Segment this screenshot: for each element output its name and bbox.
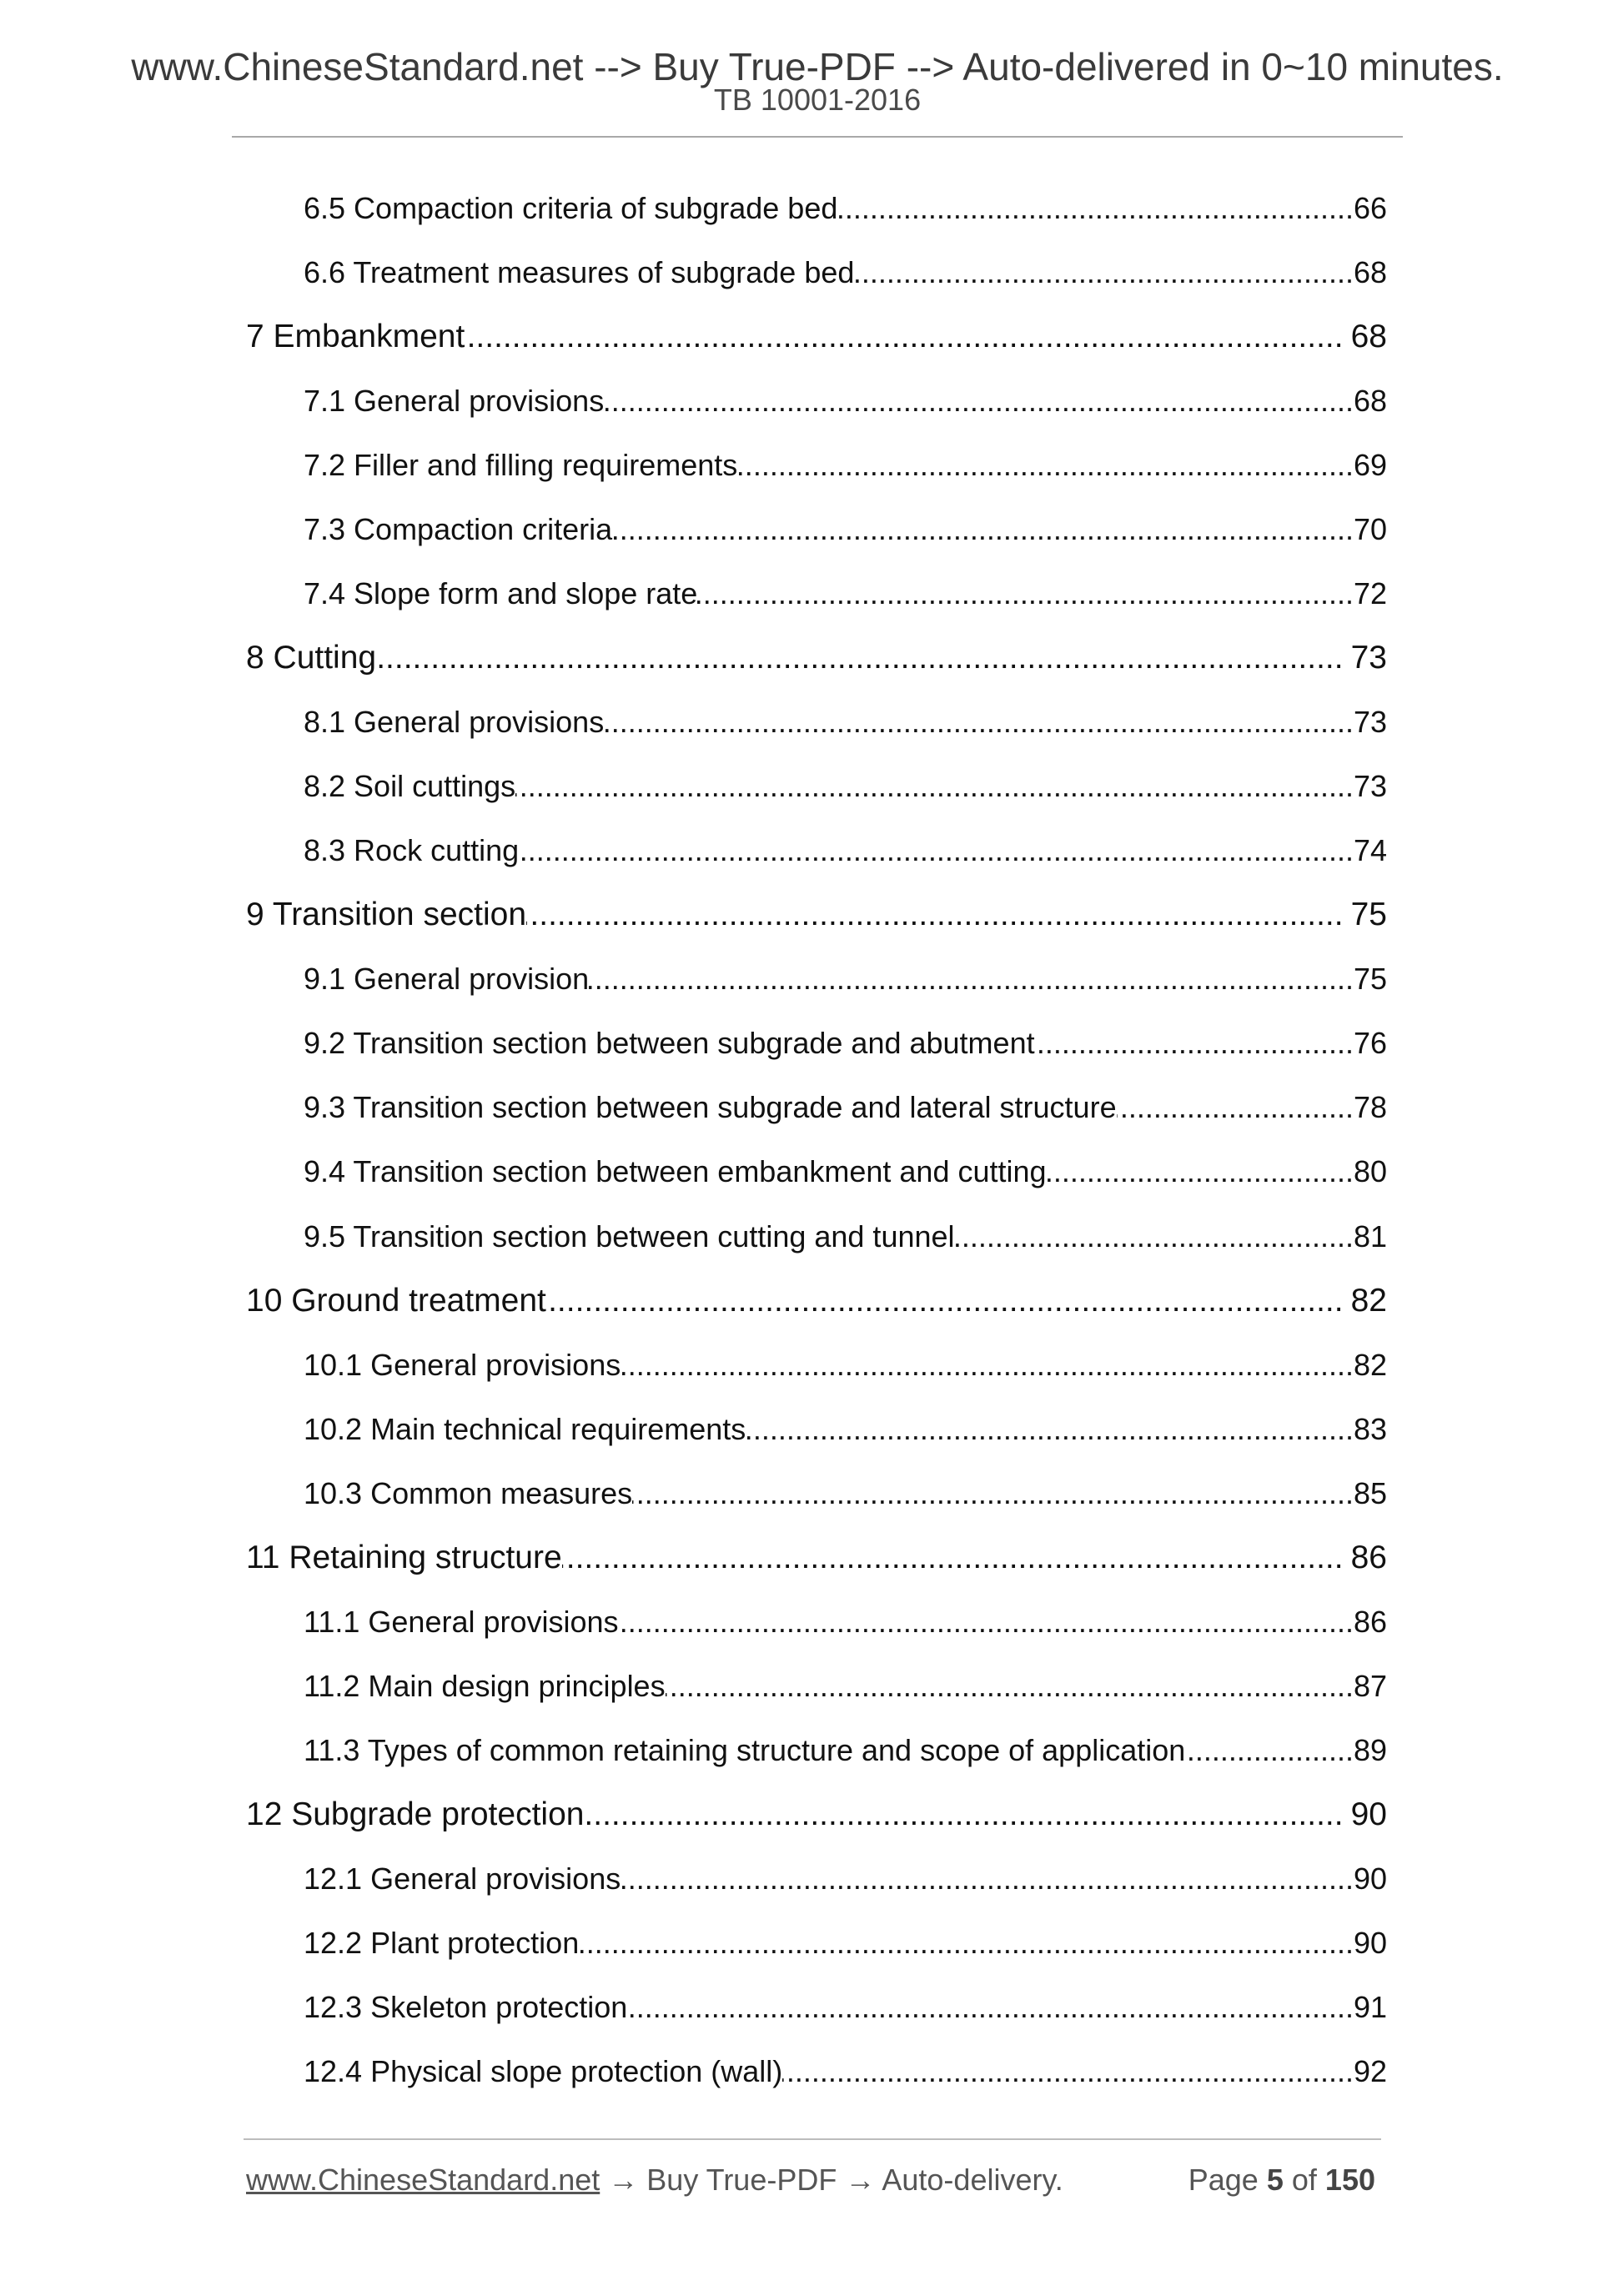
toc-entry-title: 7 Embankment	[246, 319, 465, 355]
toc-section-entry[interactable]	[304, 369, 1387, 433]
toc-entry-title: 6.5 Compaction criteria of subgrade bed	[304, 191, 838, 225]
toc-entry-page-number: 86	[1353, 1604, 1387, 1639]
toc-entry-title: 8.2 Soil cuttings	[304, 769, 516, 804]
toc-entry-title: 9.5 Transition section between cutting and tunnel	[304, 1218, 955, 1254]
toc-section-entry[interactable]	[304, 1011, 1387, 1075]
toc-entry-page-number: 66	[1353, 191, 1387, 225]
toc-chapter-entry[interactable]	[246, 1269, 1387, 1333]
toc-entry-title: 9.1 General provision	[304, 962, 590, 997]
footer-delivery-text: Auto-delivery.	[882, 2163, 1063, 2197]
toc-entry-title: 6.6 Treatment measures of subgrade bed	[304, 255, 855, 290]
toc-entry-title: 7.1 General provisions	[304, 384, 605, 419]
toc-chapter-entry[interactable]	[246, 1782, 1387, 1846]
standard-code: TB 10001-2016	[713, 83, 922, 117]
toc-entry-page-number: 82	[1350, 1282, 1387, 1319]
toc-dot-leader	[697, 561, 1354, 625]
toc-entry-page-number: 75	[1353, 962, 1387, 997]
toc-dot-leader	[746, 1397, 1354, 1461]
toc-section-entry[interactable]	[304, 1204, 1387, 1269]
toc-dot-leader	[519, 818, 1354, 882]
toc-dot-leader	[562, 1525, 1351, 1590]
toc-dot-leader	[1047, 1139, 1354, 1203]
toc-entry-title: 7.2 Filler and filling requirements	[304, 448, 738, 483]
toc-section-entry[interactable]	[304, 240, 1387, 304]
toc-entry-page-number: 90	[1350, 1796, 1387, 1832]
toc-section-entry[interactable]	[304, 1718, 1387, 1782]
toc-entry-title: 12.1 General provisions	[304, 1861, 621, 1896]
toc-dot-leader	[1035, 1011, 1354, 1075]
toc-entry-page-number: 78	[1353, 1090, 1387, 1125]
toc-entry-page-number: 68	[1350, 319, 1387, 355]
toc-section-entry[interactable]	[304, 433, 1387, 497]
page-current-number: 5	[1266, 2163, 1284, 2197]
toc-entry-title: 8.1 General provisions	[304, 705, 605, 740]
toc-dot-leader	[376, 625, 1351, 690]
toc-entry-page-number: 82	[1353, 1347, 1387, 1382]
toc-dot-leader	[604, 690, 1354, 754]
toc-section-entry[interactable]	[304, 1654, 1387, 1718]
toc-dot-leader	[837, 176, 1354, 240]
arrow-right-icon: →	[845, 2163, 876, 2197]
toc-dot-leader	[546, 1269, 1351, 1333]
toc-section-entry[interactable]	[304, 1911, 1387, 1975]
toc-entry-title: 10.3 Common measures	[304, 1475, 633, 1510]
toc-entry-page-number: 68	[1353, 255, 1387, 290]
toc-entry-title: 8.3 Rock cutting	[304, 833, 520, 868]
toc-entry-title: 12.3 Skeleton protection	[304, 1989, 628, 2024]
page-indicator	[1188, 2165, 1375, 2195]
toc-chapter-entry[interactable]	[246, 1525, 1387, 1590]
table-of-contents	[246, 176, 1387, 2103]
page-of-label: of	[1291, 2163, 1317, 2197]
toc-section-entry[interactable]	[304, 1139, 1387, 1203]
toc-section-entry[interactable]	[304, 818, 1387, 882]
toc-dot-leader	[955, 1204, 1354, 1269]
toc-entry-title: 12.4 Physical slope protection (wall)	[304, 2053, 783, 2088]
toc-chapter-entry[interactable]	[246, 882, 1387, 947]
footer-site-link[interactable]: www.ChineseStandard.net	[246, 2163, 600, 2197]
toc-entry-page-number: 85	[1353, 1475, 1387, 1510]
toc-entry-title: 9.4 Transition section between embankment and cutting	[304, 1154, 1047, 1189]
toc-section-entry[interactable]	[304, 1461, 1387, 1525]
toc-entry-page-number: 76	[1353, 1026, 1387, 1061]
page-total-number: 150	[1324, 2163, 1375, 2197]
toc-section-entry[interactable]	[304, 1333, 1387, 1397]
toc-section-entry[interactable]	[304, 497, 1387, 561]
toc-entry-page-number: 72	[1353, 576, 1387, 611]
footer-divider	[244, 2138, 1381, 2140]
toc-entry-title: 11 Retaining structure	[246, 1539, 562, 1575]
toc-entry-title: 7.4 Slope form and slope rate	[304, 576, 698, 611]
toc-chapter-entry[interactable]	[246, 304, 1387, 369]
toc-dot-leader	[515, 754, 1354, 818]
toc-dot-leader	[589, 947, 1354, 1011]
toc-entry-title: 11.3 Types of common retaining structure and scope of application	[304, 1732, 1186, 1767]
toc-entry-title: 11.1 General provisions	[304, 1604, 619, 1639]
toc-section-entry[interactable]	[304, 690, 1387, 754]
toc-dot-leader	[621, 1846, 1354, 1911]
toc-dot-leader	[632, 1461, 1354, 1525]
toc-dot-leader	[621, 1333, 1354, 1397]
toc-dot-leader	[666, 1654, 1354, 1718]
toc-entry-page-number: 69	[1353, 448, 1387, 483]
toc-entry-page-number: 80	[1353, 1154, 1387, 1189]
footer-promo	[246, 2165, 1063, 2195]
toc-entry-page-number: 70	[1353, 512, 1387, 547]
toc-dot-leader	[627, 1975, 1354, 2039]
toc-entry-page-number: 92	[1353, 2053, 1387, 2088]
header-banner: www.ChineseStandard.net --> Buy True-PDF --> Auto-delivered in 0~10 minutes.	[131, 45, 1504, 88]
toc-section-entry[interactable]	[304, 2039, 1387, 2103]
toc-dot-leader	[612, 497, 1354, 561]
page-label: Page	[1188, 2163, 1259, 2197]
toc-dot-leader	[584, 1782, 1350, 1846]
footer-buy-text: Buy True-PDF	[646, 2163, 837, 2197]
toc-dot-leader	[1117, 1075, 1354, 1139]
toc-dot-leader	[604, 369, 1354, 433]
toc-entry-title: 10.1 General provisions	[304, 1347, 621, 1382]
toc-section-entry[interactable]	[304, 1590, 1387, 1654]
toc-dot-leader	[579, 1911, 1354, 1975]
toc-section-entry[interactable]	[304, 1846, 1387, 1911]
toc-section-entry[interactable]	[304, 176, 1387, 240]
toc-entry-title: 12 Subgrade protection	[246, 1796, 585, 1832]
toc-entry-title: 9.3 Transition section between subgrade and lateral structure	[304, 1090, 1117, 1125]
toc-dot-leader	[782, 2039, 1354, 2103]
header-divider	[232, 136, 1403, 138]
toc-entry-page-number: 90	[1353, 1861, 1387, 1896]
toc-section-entry[interactable]	[304, 947, 1387, 1011]
toc-entry-title: 9 Transition section	[246, 897, 527, 933]
toc-entry-title: 9.2 Transition section between subgrade and abutment	[304, 1026, 1035, 1061]
toc-section-entry[interactable]	[304, 1975, 1387, 2039]
toc-dot-leader	[465, 304, 1350, 369]
toc-entry-page-number: 74	[1353, 833, 1387, 868]
toc-dot-leader	[854, 240, 1354, 304]
toc-entry-title: 10 Ground treatment	[246, 1282, 546, 1319]
toc-entry-title: 10.2 Main technical requirements	[304, 1411, 746, 1446]
toc-section-entry[interactable]	[304, 1397, 1387, 1461]
toc-section-entry[interactable]	[304, 561, 1387, 625]
toc-entry-title: 12.2 Plant protection	[304, 1925, 580, 1960]
toc-dot-leader	[526, 882, 1351, 947]
toc-entry-page-number: 68	[1353, 384, 1387, 419]
toc-entry-title: 8 Cutting	[246, 640, 377, 676]
toc-entry-page-number: 90	[1353, 1925, 1387, 1960]
toc-entry-page-number: 83	[1353, 1411, 1387, 1446]
toc-entry-page-number: 81	[1353, 1218, 1387, 1254]
toc-entry-page-number: 73	[1350, 640, 1387, 676]
toc-entry-page-number: 86	[1350, 1539, 1387, 1575]
toc-entry-page-number: 87	[1353, 1668, 1387, 1703]
toc-entry-page-number: 91	[1353, 1989, 1387, 2024]
toc-section-entry[interactable]	[304, 1075, 1387, 1139]
toc-entry-page-number: 75	[1350, 897, 1387, 933]
toc-dot-leader	[1185, 1718, 1354, 1782]
toc-section-entry[interactable]	[304, 754, 1387, 818]
toc-chapter-entry[interactable]	[246, 625, 1387, 690]
toc-entry-page-number: 89	[1353, 1732, 1387, 1767]
arrow-right-icon: →	[608, 2163, 639, 2197]
toc-entry-page-number: 73	[1353, 705, 1387, 740]
toc-dot-leader	[737, 433, 1354, 497]
toc-entry-page-number: 73	[1353, 769, 1387, 804]
toc-dot-leader	[619, 1590, 1354, 1654]
toc-entry-title: 11.2 Main design principles	[304, 1668, 666, 1703]
toc-entry-title: 7.3 Compaction criteria	[304, 512, 613, 547]
